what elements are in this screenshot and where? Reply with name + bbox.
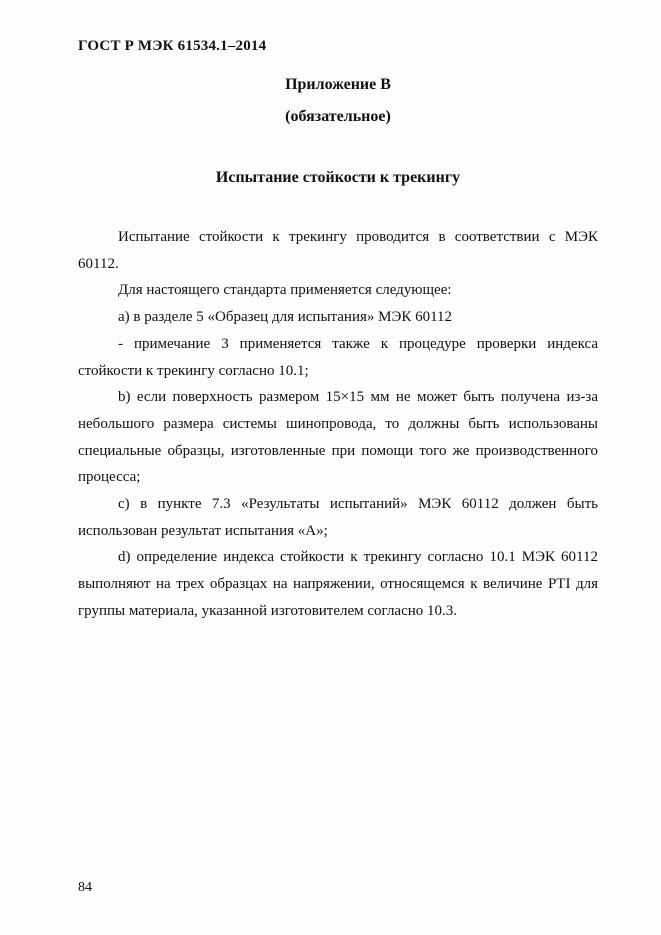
list-item: d) определение индекса стойкости к трекингу согласно 10.1 МЭК 60112 выполняют на трех образцах на напряжении, относящемся к величине PTI для группы материала, указанной изготовителем согласно 10.3.	[78, 549, 598, 619]
appendix-status: (обязательное)	[285, 108, 391, 125]
list-item: c) в пункте 7.3 «Результаты испытаний» МЭК 60112 должен быть использован результат испытания «А»;	[78, 496, 598, 539]
document-header: ГОСТ Р МЭК 61534.1–2014	[78, 38, 267, 54]
paragraph: Для настоящего стандарта применяется следующее:	[118, 282, 452, 299]
list-item-note: - примечание 3 применяется также к процедуре проверки индекса стойкости к трекингу согласно 10.1;	[78, 335, 598, 379]
list-item: b) если поверхность размером 15×15 мм не может быть получена из-за небольшого размера системы шинопровода, то должны быть использованы специальные образцы, изготовленные при помощи того же производственного процесса;	[78, 389, 598, 486]
appendix-title: Приложение В	[285, 76, 391, 93]
body-text	[78, 224, 598, 625]
paragraph: Испытание стойкости к трекингу проводится в соответствии с МЭК 60112.	[78, 229, 598, 272]
page-number: 84	[78, 880, 92, 895]
list-item: а) в разделе 5 «Образец для испытания» МЭК 60112	[118, 309, 453, 326]
section-title: Испытание стойкости к трекингу	[215, 169, 461, 186]
